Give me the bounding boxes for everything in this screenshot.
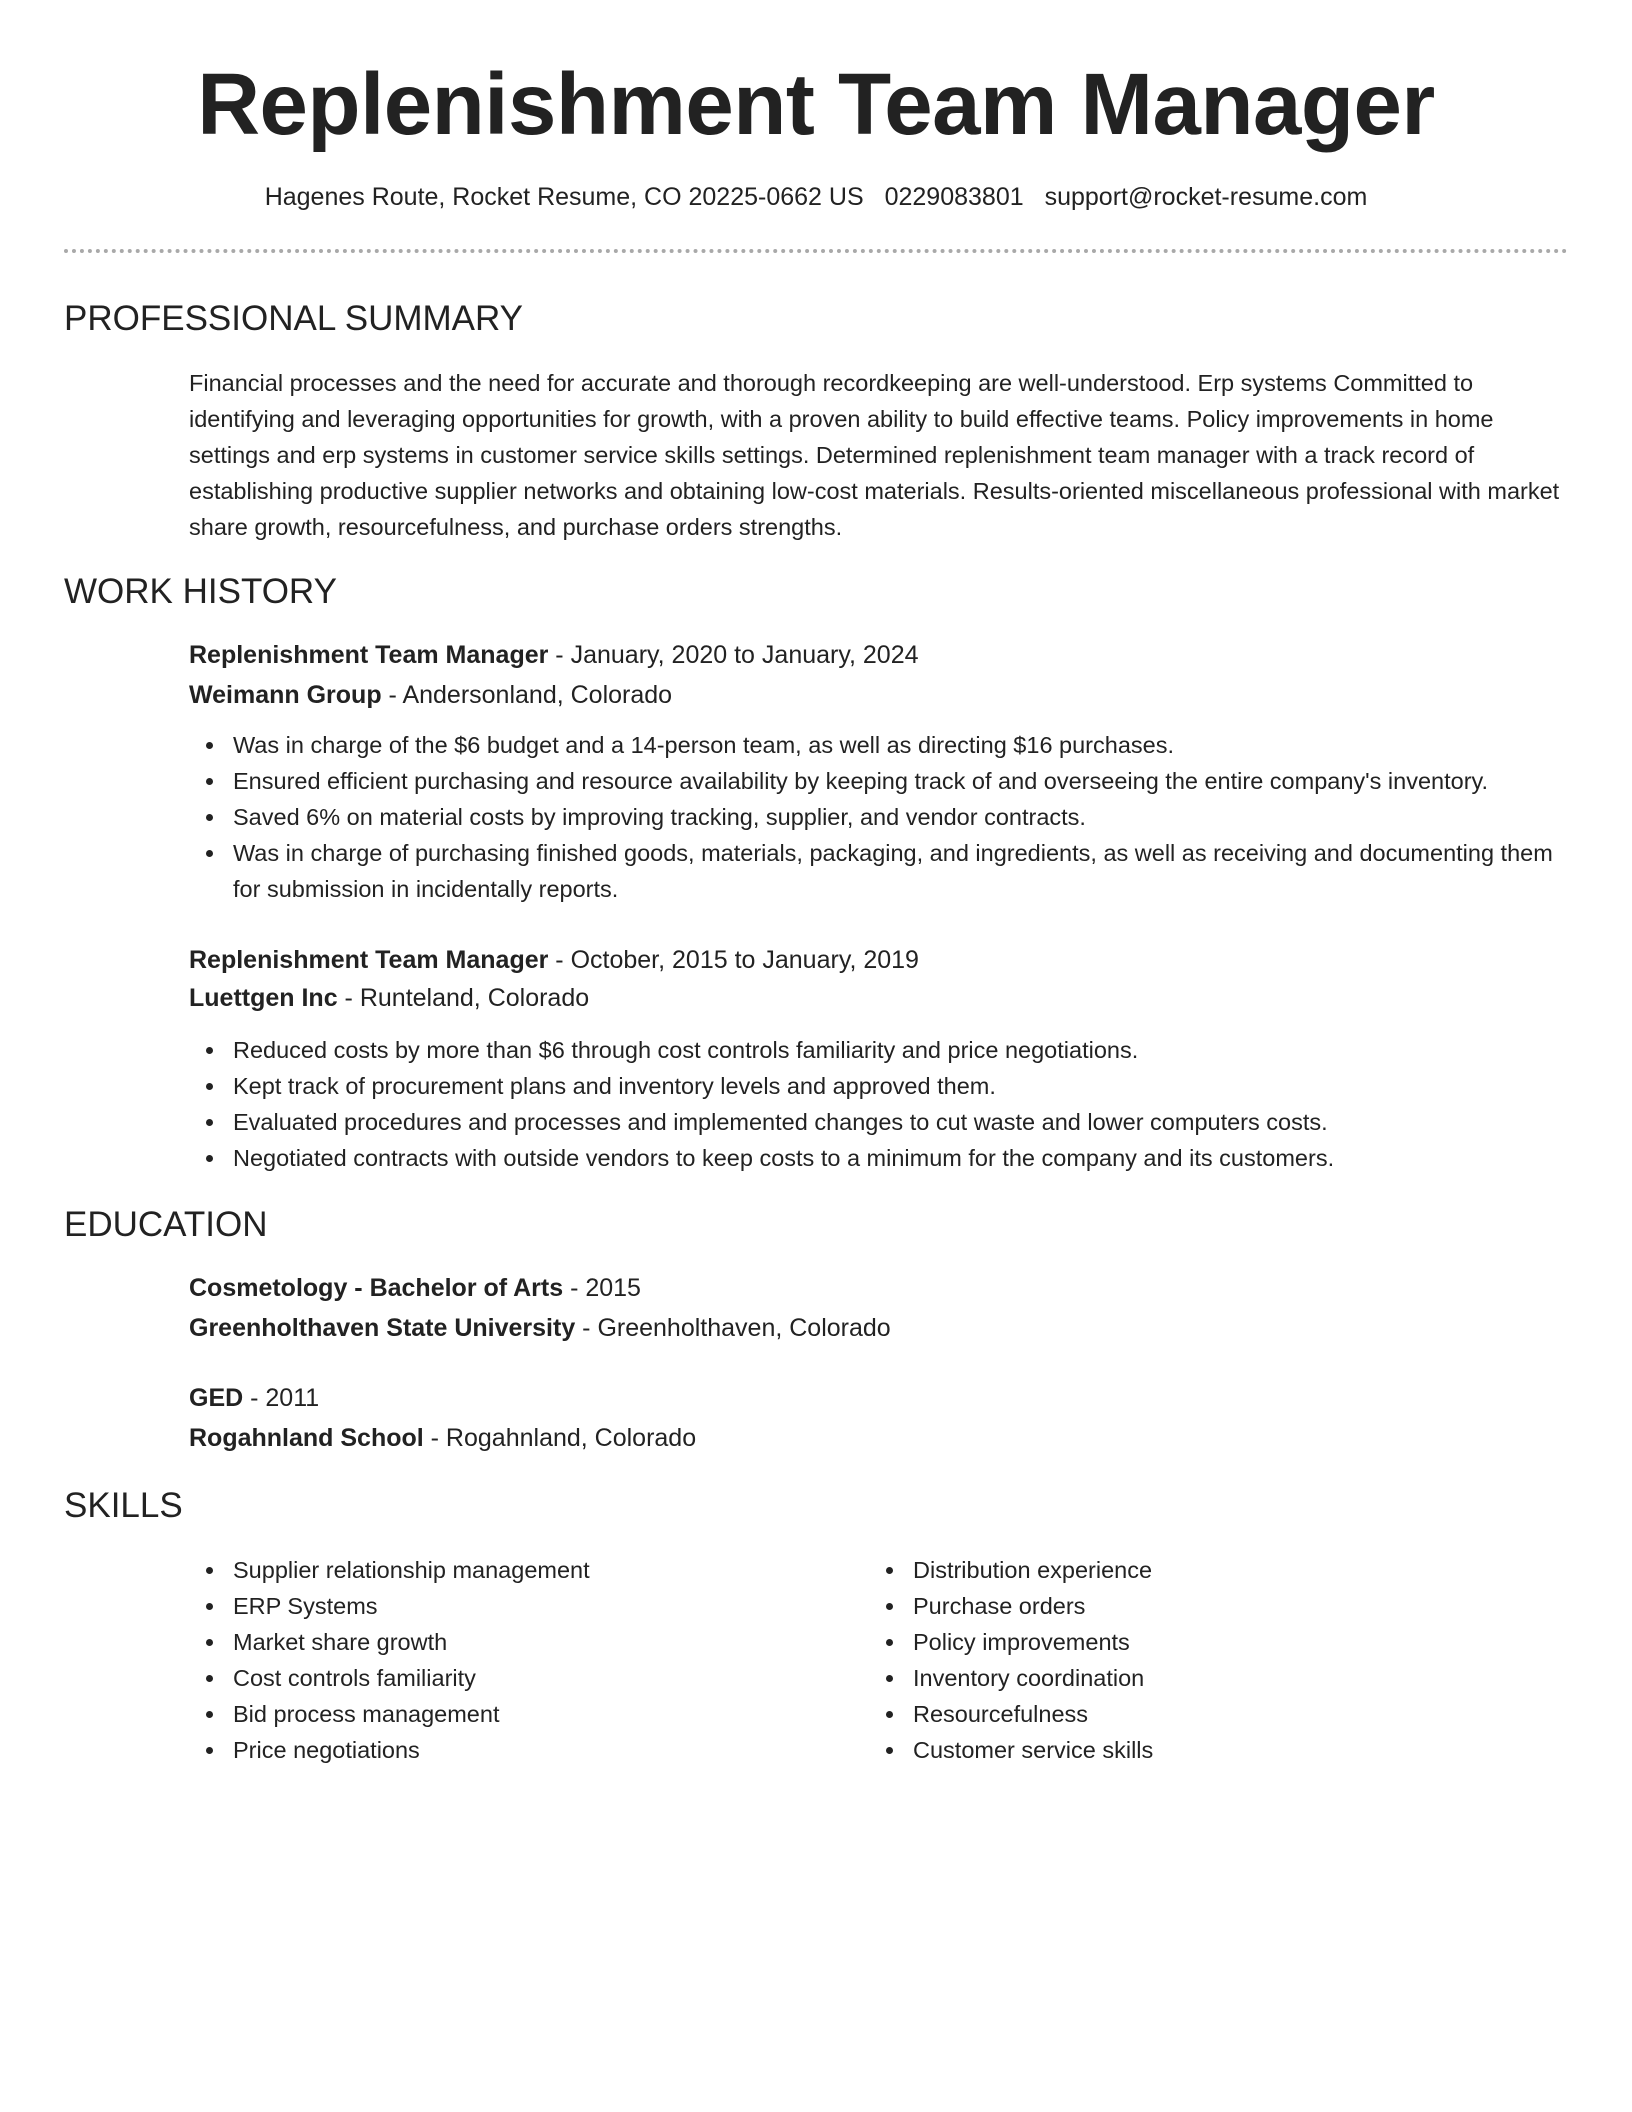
summary-title: PROFESSIONAL SUMMARY [64, 299, 523, 338]
job-1-role: Replenishment Team Manager [189, 641, 549, 669]
skills-list-right [869, 1552, 1632, 1768]
contact-line [0, 179, 1632, 215]
education-1-degree-line [189, 1268, 641, 1308]
list-item: Inventory coordination [869, 1660, 1632, 1696]
job-2-bullets [189, 1032, 1574, 1176]
list-item: Negotiated contracts with outside vendors to keep costs to a minimum for the company and its customers. [189, 1140, 1574, 1176]
list-item: Ensured efficient purchasing and resource availability by keeping track of and overseeing the entire company's inventory. [189, 763, 1574, 799]
job-2-role: Replenishment Team Manager [189, 946, 549, 974]
contact-address: Hagenes Route, Rocket Resume, CO 20225-0662 US [264, 183, 864, 211]
contact-email: support@rocket-resume.com [1044, 183, 1368, 211]
education-1-school-line [189, 1308, 891, 1348]
education-2-degree-line [189, 1378, 319, 1418]
list-item: Bid process management [189, 1696, 1574, 1732]
list-item: Saved 6% on material costs by improving tracking, supplier, and vendor contracts. [189, 799, 1574, 835]
education-title: EDUCATION [64, 1205, 268, 1244]
list-item: Price negotiations [189, 1732, 1574, 1768]
work-history-title: WORK HISTORY [64, 572, 337, 611]
header-divider [64, 249, 1568, 253]
job-2-title-line [189, 940, 919, 980]
list-item: Kept track of procurement plans and inventory levels and approved them. [189, 1068, 1574, 1104]
education-2-school-line [189, 1418, 696, 1458]
job-1-company: Weimann Group [189, 681, 382, 709]
list-item: Distribution experience [869, 1552, 1632, 1588]
list-item: Supplier relationship management [189, 1552, 1574, 1588]
list-item: Reduced costs by more than $6 through cost controls familiarity and price negotiations. [189, 1032, 1574, 1068]
summary-text: Financial processes and the need for accurate and thorough recordkeeping are well-understood. Erp systems Committed to identifying and leveraging opportunities for growth, with a proven ability to build effective teams. Policy improvements in home settings and erp systems in customer service skills settings. Determined replenishment team manager with a track record of establishing productive supplier networks and obtaining low-cost materials. Results-oriented miscellaneous professional with market share growth, resourcefulness, and purchase orders strengths. [189, 370, 1560, 540]
list-item: Customer service skills [869, 1732, 1632, 1768]
job-1-dates: - January, 2020 to January, 2024 [548, 641, 919, 669]
job-1-location: - Andersonland, Colorado [381, 681, 673, 709]
job-1-bullets [189, 727, 1574, 907]
skills-title: SKILLS [64, 1486, 183, 1525]
list-item: Cost controls familiarity [189, 1660, 1574, 1696]
education-1-school: Greenholthaven State University [189, 1314, 576, 1342]
job-1-title-line [189, 635, 919, 675]
job-2-dates: - October, 2015 to January, 2019 [548, 946, 919, 974]
job-2-location: - Runteland, Colorado [337, 984, 590, 1012]
education-2-school: Rogahnland School [189, 1424, 424, 1452]
list-item: Purchase orders [869, 1588, 1632, 1624]
education-1-location: - Greenholthaven, Colorado [575, 1314, 891, 1342]
list-item: Resourcefulness [869, 1696, 1632, 1732]
list-item: Was in charge of the $6 budget and a 14-person team, as well as directing $16 purchases. [189, 727, 1574, 763]
contact-phone: 0229083801 [884, 183, 1024, 211]
job-2-company: Luettgen Inc [189, 984, 338, 1012]
list-item: Market share growth [189, 1624, 1574, 1660]
resume-name: Replenishment Team Manager [197, 56, 1435, 153]
education-2-year: - 2011 [243, 1384, 320, 1412]
job-1-company-line [189, 675, 672, 715]
education-2-location: - Rogahnland, Colorado [423, 1424, 697, 1452]
education-1-degree: Cosmetology - Bachelor of Arts [189, 1274, 564, 1302]
job-2-company-line [189, 978, 589, 1018]
education-2-degree: GED [189, 1384, 244, 1412]
list-item: ERP Systems [189, 1588, 1574, 1624]
list-item: Was in charge of purchasing finished goods, materials, packaging, and ingredients, as well as receiving and documenting them for submission in incidentally reports. [189, 835, 1574, 907]
education-1-year: - 2015 [563, 1274, 641, 1302]
list-item: Policy improvements [869, 1624, 1632, 1660]
list-item: Evaluated procedures and processes and implemented changes to cut waste and lower computers costs. [189, 1104, 1574, 1140]
